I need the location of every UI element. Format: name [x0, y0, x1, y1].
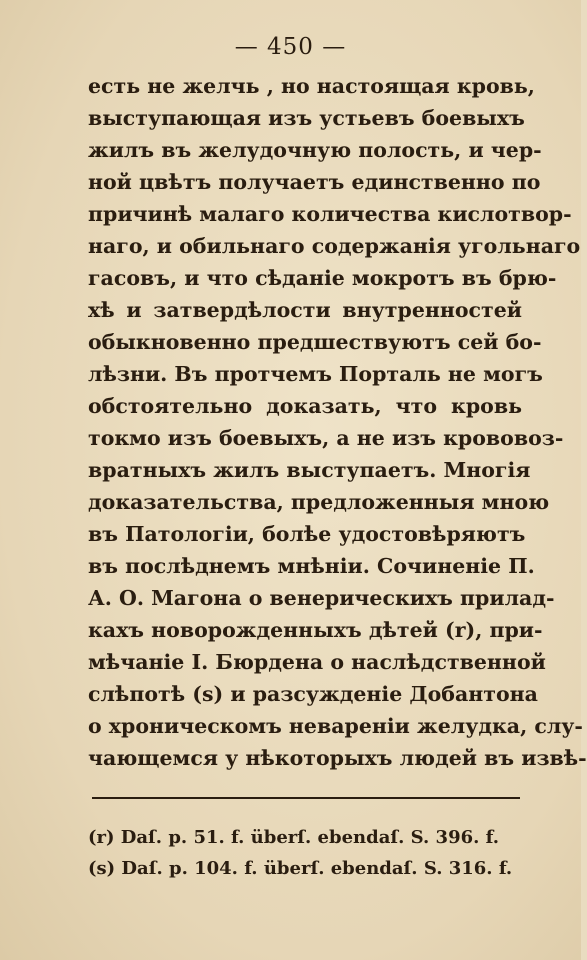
text-line: ной цвѣтъ получаетъ единственно по: [88, 170, 541, 194]
text-line: токмо изъ боевыхъ, а не изъ крововоз-: [88, 426, 564, 450]
text-line: наго, и обильнаго содержанія угольнаго: [88, 234, 581, 258]
text-line: чающемся у нѣкоторыхъ людей въ извѣ-: [88, 746, 587, 770]
text-line: о хроническомъ невареніи желудка, слу-: [88, 714, 583, 738]
page-number: — 450 —: [234, 34, 347, 60]
text-line: вратныхъ жилъ выступаетъ. Многія: [88, 458, 531, 482]
body-text: [88, 70, 587, 774]
text-line: обстоятельно доказать, что кровь: [88, 394, 522, 418]
text-line: гасовъ, и что сѣданіе мокротъ въ брю-: [88, 266, 557, 290]
text-line: А. О. Магона о венерическихъ прилад-: [88, 586, 555, 610]
text-line: слѣпотѣ (s) и разсужденіе Добантона: [88, 682, 538, 706]
text-line: обыкновенно предшествуютъ сей бо-: [88, 330, 542, 354]
text-line: мѣчаніе І. Бюрдена о наслѣдственной: [88, 650, 546, 674]
footnote-divider: [92, 797, 520, 799]
text-line: хѣ и затвердѣлости внутренностей: [88, 298, 522, 322]
text-line: въ послѣднемъ мнѣніи. Сочиненіе П.: [88, 554, 535, 578]
text-line: кахъ новорожденныхъ дѣтей (r), при-: [88, 618, 543, 642]
text-line: жилъ въ желудочную полость, и чер-: [88, 138, 542, 162]
footnotes: [88, 822, 520, 884]
text-line: выступающая изъ устьевъ боевыхъ: [88, 106, 525, 130]
text-line: есть не желчь , но настоящая кровь,: [88, 74, 535, 98]
text-line: лѣзни. Въ протчемъ Порталь не могъ: [88, 362, 543, 386]
footnote-r: (r) Daſ. p. 51. f. überſ. ebendaſ. S. 396. f.: [88, 827, 500, 848]
text-line: причинѣ малаго количества кислотвор-: [88, 202, 572, 226]
text-line: доказательства, предложенныя мною: [88, 490, 550, 514]
footnote-s: (s) Daſ. p. 104. f. überſ. ebendaſ. S. 316. f.: [88, 858, 513, 879]
text-line: въ Патологіи, болѣе удостовѣряютъ: [88, 522, 526, 546]
